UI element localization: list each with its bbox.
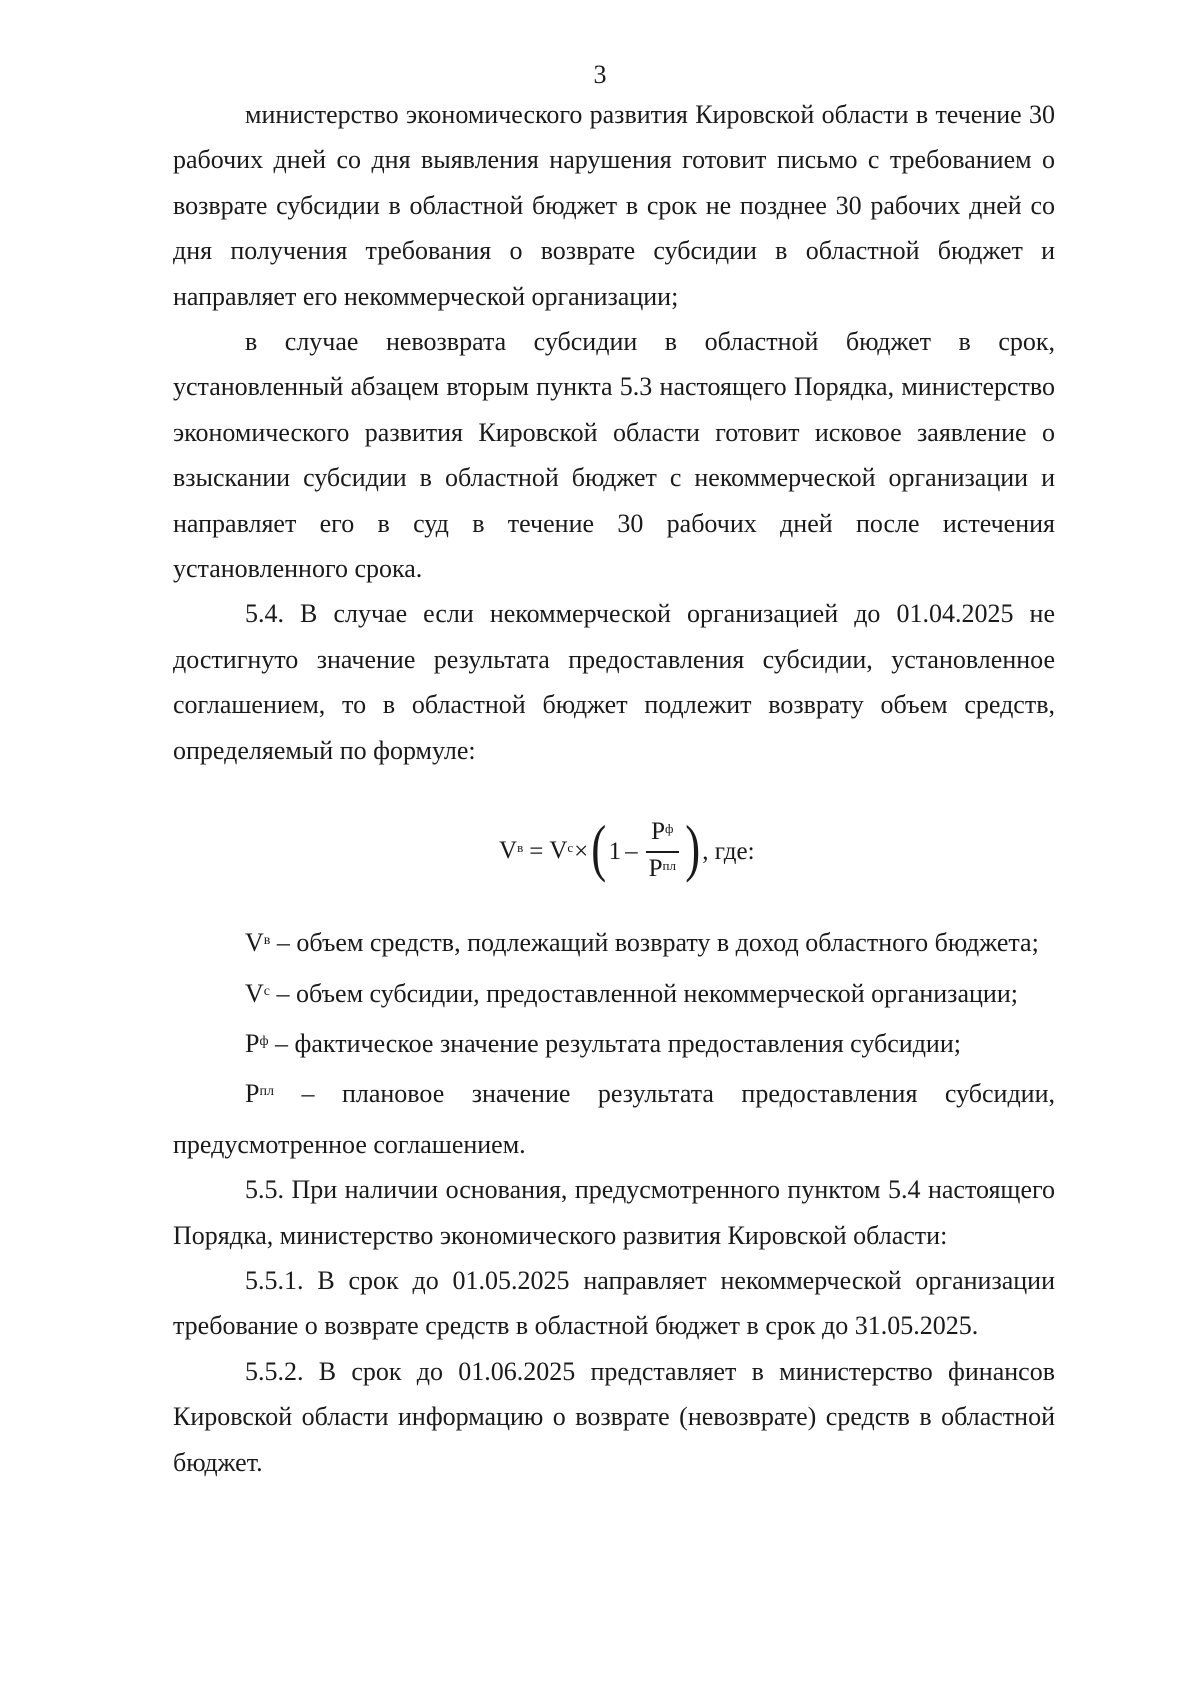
formula-one: 1 xyxy=(608,838,622,866)
legend-item-vv: $V^в$ – объем средств, подлежащий возврату в доход областного бюджета; xyxy=(245,928,1039,958)
formula-minus: – xyxy=(625,838,638,866)
fraction-numerator: $P^ф$ xyxy=(651,818,674,846)
legend-item-ppl: $P^{пл}$ – плановое значение результата предоставления субсидии, предусмотренное соглашением. xyxy=(173,1079,1055,1159)
fraction-denominator: $P^{пл}$ xyxy=(648,854,676,882)
legend-item-vc: $V^с$ – объем субсидии, предоставленной некоммерческой организации; xyxy=(245,978,1018,1008)
formula-lhs: $V^в$ xyxy=(499,836,524,864)
paragraph-5-5-2: 5.5.2. В срок до 01.06.2025 представляет в министерство финансов Кировской области информацию о возврате (невозврате) средств в областной бюджет. xyxy=(173,1356,1055,1477)
paragraph-refund-letter: министерство экономического развития Кировской области в течение 30 рабочих дней со дня выявления нарушения готовит письмо с требованием о возврате субсидии в областной бюджет в срок не позднее 30 рабочих дней со дня получения требования о возврате субсидии в областной бюджет и направляет его некоммерческой организации; xyxy=(173,100,1055,311)
paragraph-5-5: 5.5. При наличии основания, предусмотренного пунктом 5.4 настоящего Порядка, министерство экономического развития Кировской области: xyxy=(173,1175,1055,1250)
paragraph-lawsuit: в случае невозврата субсидии в областной бюджет в срок, установленный абзацем вторым пункта 5.3 настоящего Порядка, министерство экономического развития Кировской области готовит исковое заявление о взыскании субсидии в областной бюджет с некоммерческой организации и направляет его в суд в течение 30 рабочих дней после истечения установленного срока. xyxy=(173,327,1055,584)
refund-formula xyxy=(173,773,1055,920)
formula-legend xyxy=(173,920,1055,1167)
document-body xyxy=(173,92,1055,1485)
formula-fraction xyxy=(646,816,679,888)
formula-rhs: $V^с$ xyxy=(549,836,574,864)
legend-item-pf: $P^ф$ – фактическое значение результата предоставления субсидии; xyxy=(245,1028,961,1058)
formula-equals: = xyxy=(529,838,544,866)
formula-times: × xyxy=(574,838,589,866)
paragraph-5-5-1: 5.5.1. В срок до 01.05.2025 направляет некоммерческой организации требование о возврате средств в областной бюджет в срок до 31.05.2025. xyxy=(173,1265,1055,1341)
formula-suffix: , где: xyxy=(702,838,755,866)
formula-paren-close: ) xyxy=(685,812,701,884)
page-number: 3 xyxy=(593,60,607,89)
paragraph-5-4: 5.4. В случае если некоммерческой организацией до 01.04.2025 не достигнуто значение результата предоставления субсидии, установленное соглашением, то в областной бюджет подлежит возврату объем средств, определяемый по формуле: xyxy=(173,599,1055,765)
formula-paren-open: ( xyxy=(591,812,607,884)
